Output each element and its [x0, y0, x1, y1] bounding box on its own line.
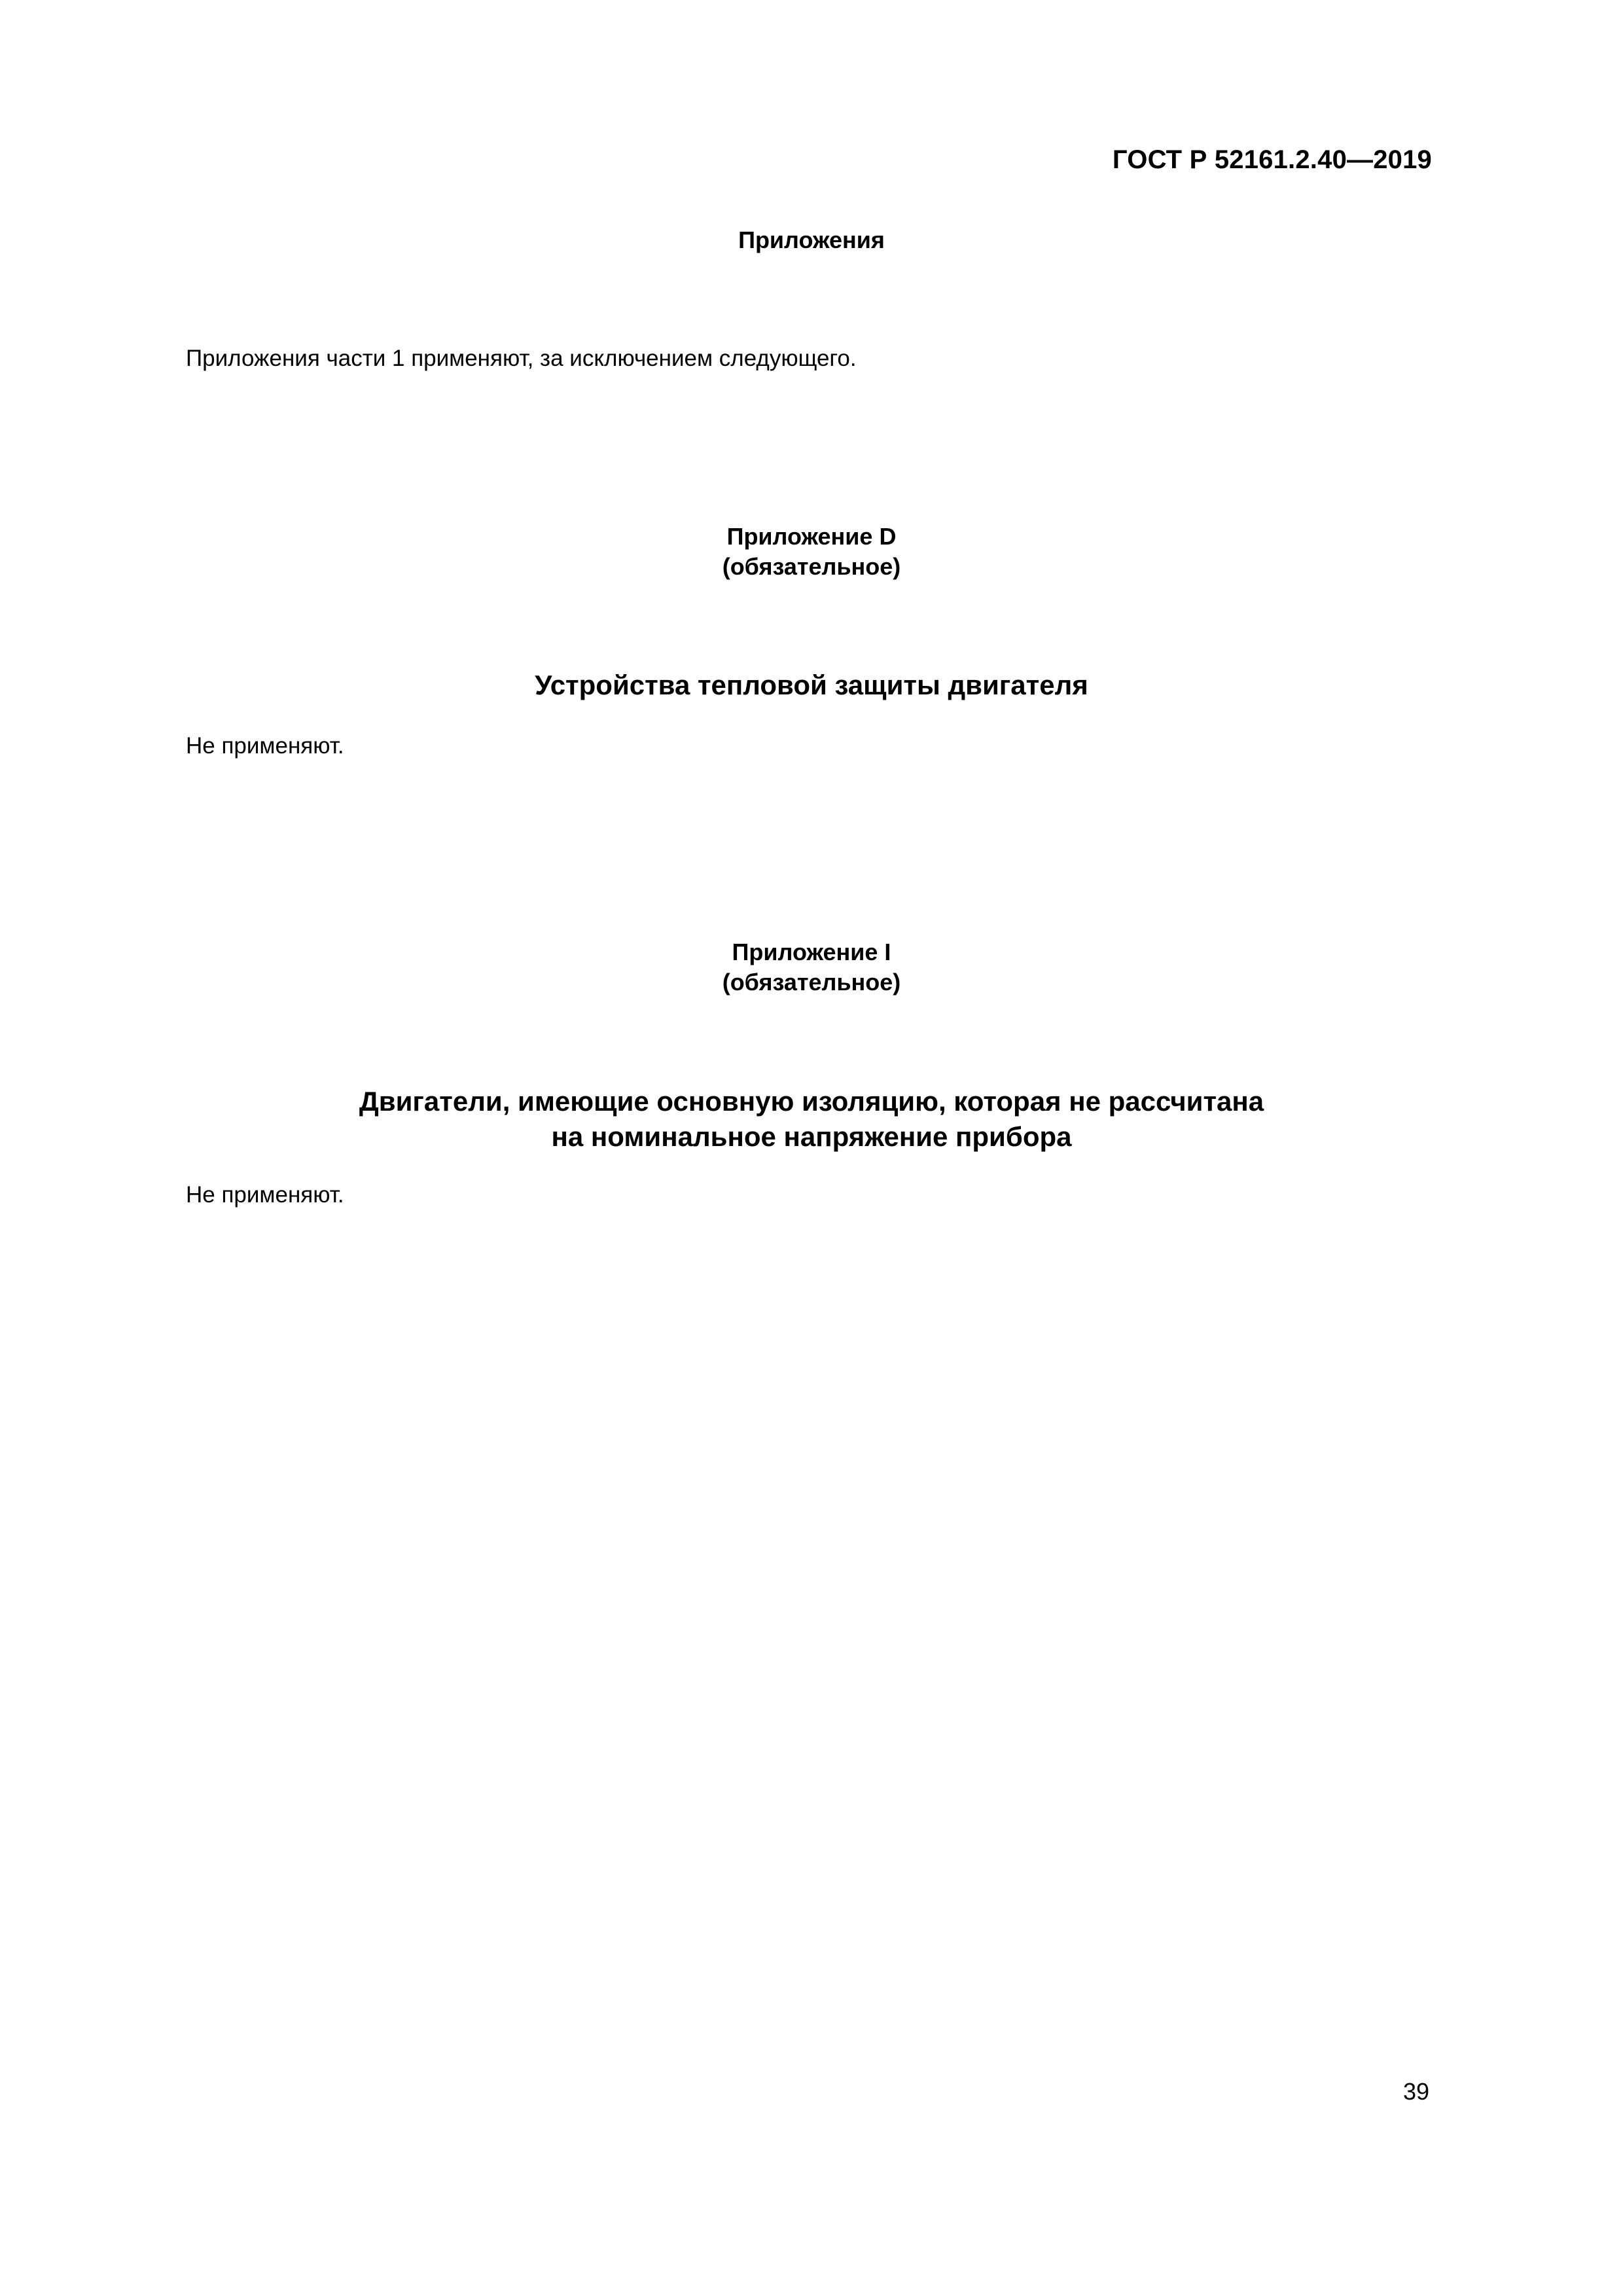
annex-d-body: Не применяют.	[186, 733, 344, 759]
annex-d-header	[0, 522, 1623, 582]
annex-i-status: (обязательное)	[722, 969, 901, 996]
annexes-intro-paragraph: Приложения части 1 применяют, за исключением следующего.	[186, 346, 857, 371]
document-code-header: ГОСТ Р 52161.2.40—2019	[1112, 145, 1432, 174]
annex-i-header	[0, 937, 1623, 997]
annex-i-label: Приложение I	[732, 939, 891, 965]
annex-d-title: Устройства тепловой защиты двигателя	[535, 670, 1088, 700]
annex-d-status: (обязательное)	[722, 553, 901, 580]
annexes-heading: Приложения	[738, 226, 885, 253]
annex-i-body: Не применяют.	[186, 1182, 344, 1208]
page-number: 39	[1402, 2078, 1429, 2105]
annex-i-title	[0, 1084, 1623, 1155]
annex-d-label: Приложение D	[726, 523, 897, 550]
annex-i-title-line1: Двигатели, имеющие основную изоляцию, которая не рассчитана	[359, 1086, 1264, 1117]
annex-i-title-line2: на номинальное напряжение прибора	[551, 1121, 1072, 1152]
